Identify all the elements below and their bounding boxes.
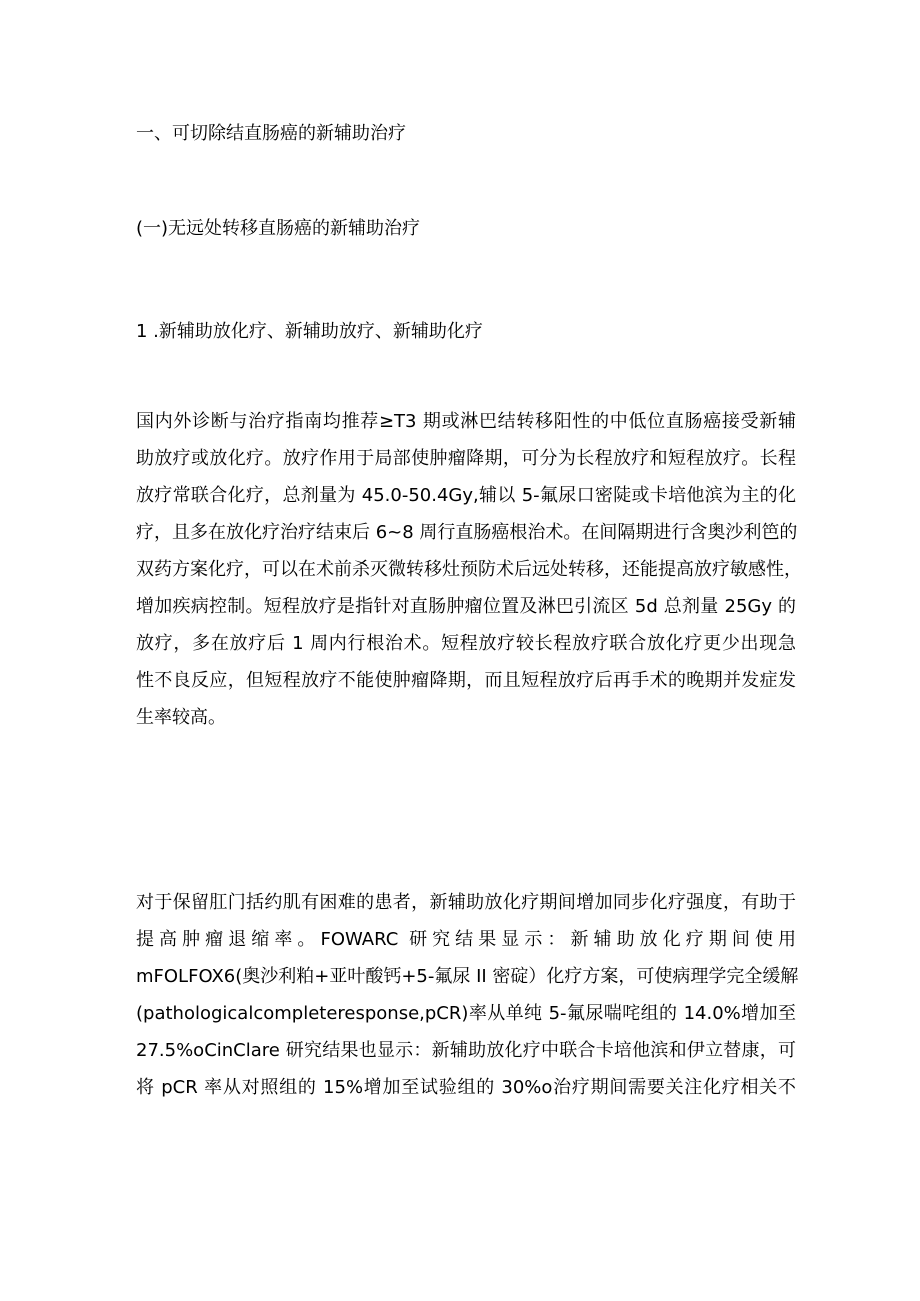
paragraph-line: 放疗，多在放疗后 1 周内行根治术。短程放疗较长程放疗联合放化疗更少出现急 xyxy=(136,633,796,654)
section-heading-3: 1 .新辅助放化疗、新辅助放疗、新辅助化疗 xyxy=(136,321,483,342)
paragraph-line: mFOLFOX6(奥沙利粕+亚叶酸钙+5-氟尿 II 密碇）化疗方案，可使病理学完全缓解 xyxy=(136,966,799,987)
paragraph-1 xyxy=(136,403,802,736)
paragraph-line: 放疗常联合化疗，总剂量为 45.0-50.4Gy,辅以 5-氟尿口密陡或卡培他滨为主的化 xyxy=(136,485,796,506)
paragraph-line: (pathologicalcompleteresponse,pCR)率从单纯 5-氟尿喘咤组的 14.0%增加至 xyxy=(136,1003,796,1024)
paragraph-line: 双药方案化疗，可以在术前杀灭微转移灶预防术后远处转移，还能提高放疗敏感性， xyxy=(136,559,802,580)
paragraph-line: 助放疗或放化疗。放疗作用于局部使肿瘤降期，可分为长程放疗和短程放疗。长程 xyxy=(136,448,796,469)
paragraph-line: 生率较高。 xyxy=(136,707,226,728)
paragraph-line: 27.5%oCinClare 研究结果也显示：新辅助放化疗中联合卡培他滨和伊立替康，可 xyxy=(136,1040,796,1061)
paragraph-line: 对于保留肛门括约肌有困难的患者，新辅助放化疗期间增加同步化疗强度，有助于 xyxy=(136,892,796,913)
section-heading-1: 一、可切除结直肠癌的新辅助治疗 xyxy=(136,123,406,144)
paragraph-line: 增加疾病控制。短程放疗是指针对直肠肿瘤位置及淋巴引流区 5d 总剂量 25Gy 的 xyxy=(136,596,796,617)
paragraph-line: 疗，且多在放化疗治疗结束后 6~8 周行直肠癌根治术。在间隔期进行含奥沙利笆的 xyxy=(136,522,798,543)
paragraph-line: 将 pCR 率从对照组的 15%增加至试验组的 30%o治疗期间需要关注化疗相关不 xyxy=(136,1077,796,1098)
paragraph-line: 提高肿瘤退缩率。FOWARC 研究结果显示：新辅助放化疗期间使用 xyxy=(136,929,796,950)
paragraph-line: 国内外诊断与治疗指南均推荐≥T3 期或淋巴结转移阳性的中低位直肠癌接受新辅 xyxy=(136,411,796,432)
paragraph-2 xyxy=(136,884,799,1106)
paragraph-line: 性不良反应，但短程放疗不能使肿瘤降期，而且短程放疗后再手术的晚期并发症发 xyxy=(136,670,796,691)
section-heading-2: (一)无远处转移直肠癌的新辅助治疗 xyxy=(136,218,421,239)
